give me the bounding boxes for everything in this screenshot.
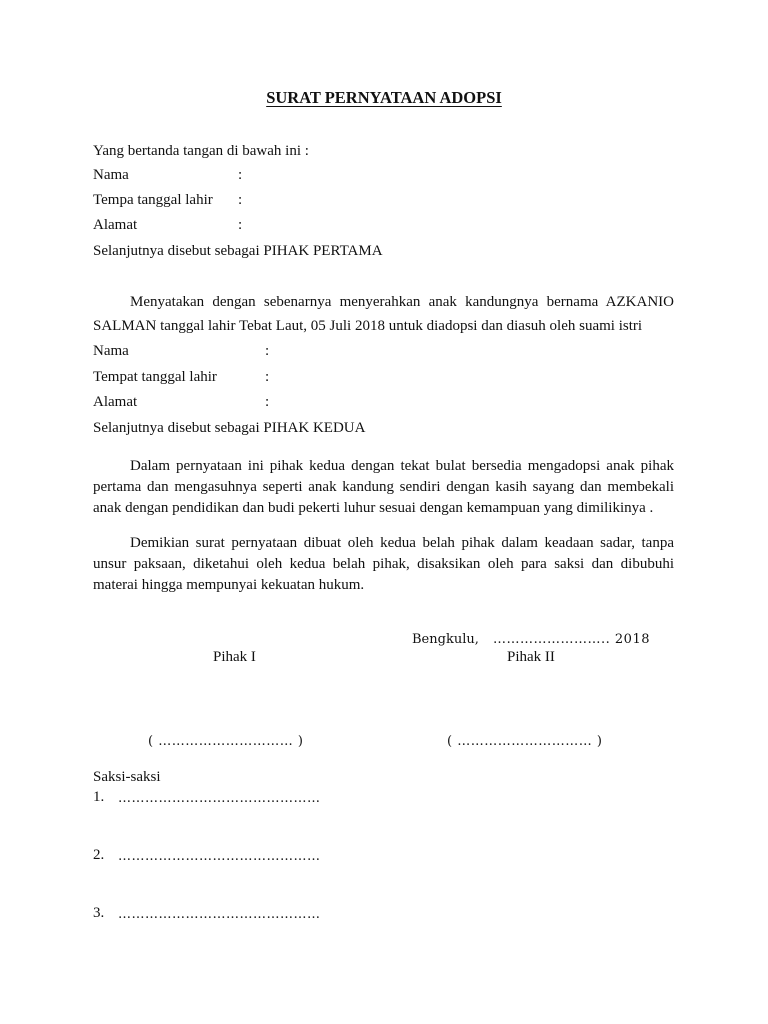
date-blank: …………………….. 2018: [493, 632, 650, 647]
party-two-signature-line: ( ………………………… ): [447, 734, 603, 749]
second-party-birth-label: Tempat tanggal lahir: [93, 369, 217, 385]
witness-number-1: 1.: [93, 789, 105, 805]
first-party-name-colon: :: [238, 167, 243, 183]
party-one-signature-line: ( ………………………… ): [148, 734, 304, 749]
first-party-designation: Selanjutnya disebut sebagai PIHAK PERTAMA: [93, 243, 383, 259]
first-party-name-label: Nama: [93, 167, 129, 183]
document-title: SURAT PERNYATAAN ADOPSI: [266, 88, 502, 107]
party-two-label: Pihak II: [507, 649, 555, 665]
first-party-birth-colon: :: [238, 192, 243, 208]
first-party-address-colon: :: [238, 217, 243, 233]
witness-blank-1: ………………………………………: [118, 791, 321, 806]
place-text: Bengkulu,: [412, 632, 479, 647]
second-party-designation: Selanjutnya disebut sebagai PIHAK KEDUA: [93, 420, 366, 436]
commitment-paragraph: Dalam pernyataan ini pihak kedua dengan tekat bulat bersedia mengadopsi anak pihak pertama dan mengasuhnya seperti anak kandung sendiri dengan kasih sayang dan membekali anak dengan pendidikan dan budi pekerti luhur sesuai dengan kemampuan yang dimilikinya .: [93, 458, 674, 516]
intro-text: Yang bertanda tangan di bawah ini :: [93, 143, 309, 159]
statement-paragraph: Menyatakan dengan sebenarnya menyerahkan anak kandungnya bernama AZKANIO SALMAN tanggal lahir Tebat Laut, 05 Juli 2018 untuk diadopsi dan diasuh oleh suami istri: [93, 294, 674, 334]
closing-paragraph: Demikian surat pernyataan dibuat oleh kedua belah pihak dalam keadaan sadar, tanpa unsur paksaan, diketahui oleh kedua belah pihak, disaksikan oleh para saksi dan dibubuhi materai hingga mempunyai kekuatan hukum.: [93, 535, 674, 593]
second-party-name-colon: :: [265, 343, 270, 359]
witness-blank-2: ………………………………………: [118, 849, 321, 864]
party-one-label: Pihak I: [213, 649, 256, 665]
second-party-birth-colon: :: [265, 369, 270, 385]
second-party-name-label: Nama: [93, 343, 129, 359]
witness-blank-3: ………………………………………: [118, 907, 321, 922]
first-party-address-label: Alamat: [93, 217, 138, 233]
first-party-birth-label: Tempa tanggal lahir: [93, 192, 213, 208]
witnesses-heading: Saksi-saksi: [93, 769, 161, 785]
second-party-address-label: Alamat: [93, 394, 138, 410]
second-party-address-colon: :: [265, 394, 270, 410]
witness-number-2: 2.: [93, 847, 105, 863]
witness-number-3: 3.: [93, 905, 105, 921]
